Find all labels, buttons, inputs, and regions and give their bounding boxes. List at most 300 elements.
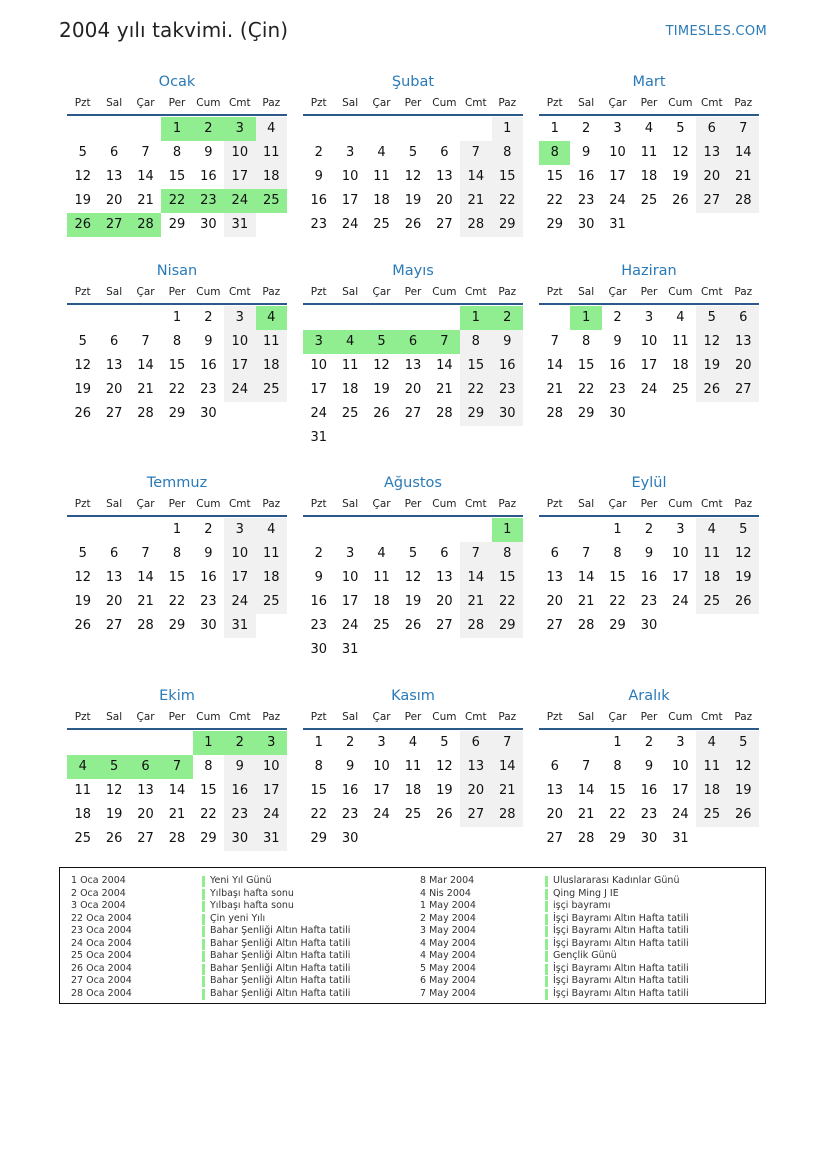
week-row bbox=[303, 590, 523, 614]
weekday-label: Paz bbox=[498, 97, 517, 109]
empty-cell bbox=[492, 827, 523, 851]
empty-cell bbox=[98, 306, 129, 330]
week-row bbox=[303, 779, 523, 803]
holiday-color-marker bbox=[545, 964, 548, 975]
day-cell: 14 bbox=[436, 358, 453, 373]
holiday-color-marker bbox=[202, 901, 205, 912]
day-cell: 1 bbox=[314, 735, 323, 750]
day-cell: 4 bbox=[408, 735, 418, 750]
day-cell: 6 bbox=[440, 546, 449, 561]
day-cell: 6 bbox=[440, 145, 449, 160]
week-row bbox=[67, 189, 287, 213]
day-cell: 15 bbox=[492, 165, 523, 189]
day-cell: 31 bbox=[310, 430, 327, 445]
day-cell: 9 bbox=[345, 759, 355, 774]
weekday-label: Paz bbox=[734, 97, 753, 109]
site-link[interactable]: TIMESLES.COM bbox=[665, 24, 767, 39]
day-cell: 29 bbox=[200, 831, 217, 846]
day-cell: 11 bbox=[341, 358, 359, 373]
day-cell: 19 bbox=[404, 594, 422, 609]
week-row bbox=[303, 213, 523, 237]
day-cell: 11 bbox=[672, 334, 689, 349]
day-cell: 29 bbox=[609, 618, 626, 633]
day-cell: 4 bbox=[696, 518, 727, 542]
holiday-color-marker bbox=[202, 889, 205, 900]
holiday-color-marker bbox=[545, 951, 548, 962]
month-3 bbox=[539, 72, 759, 237]
day-cell: 30 bbox=[640, 618, 658, 633]
weekday-label: Cmt bbox=[700, 711, 723, 723]
weekday-label: Çar bbox=[608, 97, 627, 109]
day-cell: 24 bbox=[609, 193, 626, 208]
day-cell: 12 bbox=[672, 145, 689, 160]
day-cell: 19 bbox=[404, 193, 422, 208]
day-cell: 8 bbox=[172, 145, 182, 160]
legend-date: 22 Oca 2004 bbox=[71, 912, 132, 924]
day-cell: 21 bbox=[546, 382, 563, 397]
day-cell: 9 bbox=[644, 546, 654, 561]
week-row bbox=[303, 354, 523, 378]
week-row bbox=[67, 330, 287, 354]
weekday-label: Pzt bbox=[74, 286, 91, 298]
week-row bbox=[539, 189, 759, 213]
day-cell: 5 bbox=[440, 735, 449, 750]
week-row bbox=[303, 165, 523, 189]
weekday-label: Cmt bbox=[464, 498, 487, 510]
week-row bbox=[67, 402, 287, 426]
empty-cell bbox=[256, 213, 287, 237]
day-cell: 11 bbox=[74, 783, 91, 798]
weekday-label: Per bbox=[404, 97, 422, 109]
week-row bbox=[67, 165, 287, 189]
day-cell: 4 bbox=[256, 117, 287, 141]
day-cell: 7 bbox=[492, 731, 523, 755]
empty-cell bbox=[696, 827, 727, 851]
weekday-label: Pzt bbox=[310, 286, 327, 298]
day-cell: 10 bbox=[609, 145, 626, 160]
day-cell: 20 bbox=[546, 594, 563, 609]
week-row bbox=[303, 614, 523, 638]
day-cell: 11 bbox=[256, 141, 287, 165]
weekday-label: Paz bbox=[498, 498, 517, 510]
day-cell: 13 bbox=[105, 570, 123, 585]
day-cell: 22 bbox=[609, 807, 626, 822]
weekday-label: Per bbox=[168, 711, 186, 723]
day-cell: 1 bbox=[172, 522, 182, 537]
weekday-label: Sal bbox=[578, 498, 595, 510]
day-cell: 12 bbox=[728, 542, 759, 566]
legend-date: 3 May 2004 bbox=[420, 925, 476, 936]
day-cell: 12 bbox=[436, 759, 453, 774]
day-cell: 2 bbox=[204, 310, 213, 325]
day-cell: 16 bbox=[577, 169, 595, 184]
holiday-legend bbox=[59, 867, 766, 1004]
day-cell: 18 bbox=[74, 807, 91, 822]
weekday-label: Pzt bbox=[74, 97, 91, 109]
month-4 bbox=[67, 261, 287, 426]
day-cell: 7 bbox=[161, 755, 192, 779]
legend-holiday-name: İşçi Bayramı Altın Hafta tatili bbox=[553, 975, 689, 986]
day-cell: 9 bbox=[492, 330, 523, 354]
weekday-label: Cmt bbox=[464, 97, 487, 109]
day-cell: 2 bbox=[204, 522, 213, 537]
week-row bbox=[539, 213, 759, 237]
day-cell: 12 bbox=[105, 783, 123, 798]
holiday-color-marker bbox=[545, 989, 548, 1000]
weekday-label: Cmt bbox=[228, 498, 251, 510]
day-cell: 11 bbox=[256, 330, 287, 354]
day-cell: 16 bbox=[640, 570, 658, 585]
day-cell: 16 bbox=[341, 783, 359, 798]
day-cell: 11 bbox=[373, 570, 390, 585]
holiday-color-marker bbox=[545, 976, 548, 987]
legend-holiday-name: İşçi Bayramı Altın Hafta tatili bbox=[553, 912, 689, 924]
weekday-label: Sal bbox=[342, 286, 359, 298]
day-cell: 7 bbox=[581, 759, 591, 774]
day-cell: 17 bbox=[341, 193, 359, 208]
day-cell: 14 bbox=[137, 169, 154, 184]
day-cell: 20 bbox=[137, 807, 154, 822]
empty-cell bbox=[633, 402, 664, 426]
day-cell: 5 bbox=[728, 518, 759, 542]
week-row bbox=[67, 306, 287, 330]
weekday-header bbox=[303, 706, 523, 730]
day-cell: 23 bbox=[200, 594, 217, 609]
empty-cell bbox=[460, 638, 491, 662]
weekday-label: Sal bbox=[106, 711, 123, 723]
week-row bbox=[303, 518, 523, 542]
legend-holiday-name: Uluslararası Kadınlar Günü bbox=[553, 875, 680, 886]
day-cell: 8 bbox=[314, 759, 323, 774]
day-cell: 29 bbox=[168, 618, 186, 633]
day-cell: 20 bbox=[460, 779, 491, 803]
day-cell: 25 bbox=[256, 189, 287, 213]
weekday-label: Cmt bbox=[228, 711, 251, 723]
day-cell: 17 bbox=[224, 165, 255, 189]
empty-cell bbox=[539, 306, 570, 330]
weekday-header bbox=[303, 493, 523, 517]
week-row bbox=[539, 354, 759, 378]
day-cell: 29 bbox=[492, 614, 523, 638]
day-cell: 4 bbox=[256, 306, 287, 330]
day-cell: 3 bbox=[224, 117, 255, 141]
day-cell: 13 bbox=[436, 570, 453, 585]
empty-cell bbox=[98, 731, 129, 755]
day-cell: 12 bbox=[74, 358, 91, 373]
day-cell: 14 bbox=[492, 755, 523, 779]
empty-cell bbox=[397, 827, 428, 851]
day-cell: 11 bbox=[256, 542, 287, 566]
day-cell: 29 bbox=[460, 402, 491, 426]
day-cell: 19 bbox=[74, 382, 91, 397]
day-cell: 21 bbox=[436, 382, 453, 397]
day-cell: 26 bbox=[74, 406, 91, 421]
legend-date: 25 Oca 2004 bbox=[71, 950, 132, 961]
day-cell: 18 bbox=[373, 193, 390, 208]
day-cell: 1 bbox=[613, 735, 622, 750]
day-cell: 27 bbox=[460, 803, 491, 827]
day-cell: 26 bbox=[696, 378, 727, 402]
holiday-color-marker bbox=[202, 976, 205, 987]
legend-holiday-name: Yılbaşı hafta sonu bbox=[210, 900, 294, 911]
week-row bbox=[67, 542, 287, 566]
day-cell: 20 bbox=[404, 382, 422, 397]
empty-cell bbox=[728, 827, 759, 851]
week-row bbox=[67, 803, 287, 827]
day-cell: 5 bbox=[696, 306, 727, 330]
day-cell: 22 bbox=[168, 382, 186, 397]
day-cell: 11 bbox=[696, 542, 727, 566]
week-row bbox=[539, 803, 759, 827]
day-cell: 21 bbox=[460, 189, 491, 213]
day-cell: 24 bbox=[310, 406, 327, 421]
day-cell: 10 bbox=[256, 755, 287, 779]
day-cell: 28 bbox=[130, 213, 161, 237]
empty-cell bbox=[429, 426, 460, 450]
empty-cell bbox=[334, 117, 365, 141]
day-cell: 25 bbox=[373, 618, 390, 633]
day-cell: 6 bbox=[397, 330, 428, 354]
day-cell: 2 bbox=[492, 306, 523, 330]
day-cell: 14 bbox=[728, 141, 759, 165]
empty-cell bbox=[665, 614, 696, 638]
day-cell: 11 bbox=[696, 755, 727, 779]
day-cell: 3 bbox=[224, 306, 255, 330]
weekday-label: Çar bbox=[372, 286, 391, 298]
day-cell: 26 bbox=[105, 831, 123, 846]
day-cell: 15 bbox=[609, 570, 626, 585]
day-cell: 27 bbox=[137, 831, 154, 846]
week-row bbox=[539, 731, 759, 755]
day-cell: 30 bbox=[492, 402, 523, 426]
weekday-label: Cmt bbox=[700, 498, 723, 510]
weekday-label: Per bbox=[404, 498, 422, 510]
empty-cell bbox=[130, 731, 161, 755]
day-cell: 14 bbox=[577, 783, 595, 798]
day-cell: 23 bbox=[310, 217, 327, 232]
day-cell: 1 bbox=[550, 121, 559, 136]
empty-cell bbox=[633, 213, 664, 237]
empty-cell bbox=[665, 402, 696, 426]
empty-cell bbox=[696, 213, 727, 237]
weekday-label: Paz bbox=[262, 498, 281, 510]
legend-date: 4 Nis 2004 bbox=[420, 887, 471, 899]
weekday-header bbox=[67, 493, 287, 517]
day-cell: 31 bbox=[224, 614, 255, 638]
empty-cell bbox=[67, 306, 98, 330]
day-cell: 11 bbox=[373, 169, 390, 184]
day-cell: 24 bbox=[640, 382, 658, 397]
legend-date: 8 Mar 2004 bbox=[420, 875, 475, 886]
day-cell: 8 bbox=[172, 334, 182, 349]
week-row bbox=[67, 614, 287, 638]
month-12 bbox=[539, 686, 759, 851]
day-cell: 20 bbox=[105, 594, 123, 609]
day-cell: 27 bbox=[728, 378, 759, 402]
day-cell: 5 bbox=[98, 755, 129, 779]
day-cell: 18 bbox=[640, 169, 658, 184]
day-cell: 25 bbox=[74, 831, 91, 846]
week-row bbox=[303, 542, 523, 566]
day-cell: 18 bbox=[672, 358, 689, 373]
day-cell: 1 bbox=[193, 731, 224, 755]
day-cell: 15 bbox=[492, 566, 523, 590]
holiday-color-marker bbox=[202, 989, 205, 1000]
day-cell: 25 bbox=[640, 193, 658, 208]
empty-cell bbox=[334, 306, 365, 330]
legend-date: 23 Oca 2004 bbox=[71, 925, 132, 936]
page-title: 2004 yılı takvimi. (Çin) bbox=[59, 18, 289, 42]
legend-holiday-name: Bahar Şenliği Altın Hafta tatili bbox=[210, 950, 351, 961]
day-cell: 30 bbox=[224, 827, 255, 851]
day-cell: 21 bbox=[137, 193, 154, 208]
weekday-label: Per bbox=[640, 97, 658, 109]
day-cell: 20 bbox=[728, 354, 759, 378]
day-cell: 19 bbox=[728, 566, 759, 590]
week-row bbox=[303, 755, 523, 779]
day-cell: 26 bbox=[74, 618, 91, 633]
week-row bbox=[539, 566, 759, 590]
week-row bbox=[539, 827, 759, 851]
day-cell: 19 bbox=[74, 594, 91, 609]
empty-cell bbox=[728, 402, 759, 426]
weekday-label: Sal bbox=[342, 97, 359, 109]
weekday-label: Cum bbox=[668, 498, 693, 510]
empty-cell bbox=[492, 426, 523, 450]
day-cell: 17 bbox=[224, 566, 255, 590]
legend-date: 4 May 2004 bbox=[420, 950, 476, 961]
day-cell: 21 bbox=[577, 594, 595, 609]
weekday-label: Per bbox=[168, 97, 186, 109]
legend-date: 1 May 2004 bbox=[420, 900, 476, 911]
day-cell: 23 bbox=[609, 382, 626, 397]
weekday-label: Cum bbox=[668, 97, 693, 109]
day-cell: 16 bbox=[640, 783, 658, 798]
weekday-header bbox=[539, 493, 759, 517]
weekday-label: Paz bbox=[498, 711, 517, 723]
weekday-label: Çar bbox=[608, 498, 627, 510]
day-cell: 13 bbox=[137, 783, 154, 798]
legend-holiday-name: Bahar Şenliği Altın Hafta tatili bbox=[210, 987, 351, 999]
day-cell: 23 bbox=[341, 807, 359, 822]
empty-cell bbox=[665, 213, 696, 237]
day-cell: 15 bbox=[546, 169, 563, 184]
week-row bbox=[303, 378, 523, 402]
empty-cell bbox=[98, 518, 129, 542]
week-row bbox=[539, 117, 759, 141]
weekday-label: Cmt bbox=[700, 286, 723, 298]
day-cell: 9 bbox=[204, 546, 213, 561]
week-row bbox=[67, 731, 287, 755]
day-cell: 5 bbox=[78, 334, 87, 349]
day-cell: 21 bbox=[137, 382, 154, 397]
day-cell: 7 bbox=[429, 330, 460, 354]
day-cell: 24 bbox=[341, 217, 359, 232]
day-cell: 2 bbox=[345, 735, 355, 750]
weekday-label: Pzt bbox=[74, 498, 91, 510]
day-cell: 23 bbox=[577, 193, 595, 208]
week-row bbox=[539, 306, 759, 330]
day-cell: 12 bbox=[728, 755, 759, 779]
empty-cell bbox=[696, 614, 727, 638]
month-name: Eylül bbox=[631, 475, 667, 491]
day-cell: 13 bbox=[105, 358, 123, 373]
day-cell: 25 bbox=[696, 590, 727, 614]
day-cell: 16 bbox=[310, 193, 327, 208]
day-cell: 28 bbox=[168, 831, 186, 846]
day-cell: 14 bbox=[460, 566, 491, 590]
weekday-label: Cum bbox=[432, 286, 457, 298]
empty-cell bbox=[161, 731, 192, 755]
day-cell: 9 bbox=[204, 334, 213, 349]
day-cell: 2 bbox=[314, 546, 323, 561]
week-row bbox=[539, 402, 759, 426]
day-cell: 8 bbox=[492, 542, 523, 566]
day-cell: 6 bbox=[460, 731, 491, 755]
empty-cell bbox=[397, 638, 428, 662]
holiday-color-marker bbox=[202, 939, 205, 950]
month-10 bbox=[67, 686, 287, 851]
weekday-label: Per bbox=[640, 286, 658, 298]
day-cell: 2 bbox=[644, 522, 654, 537]
day-cell: 31 bbox=[609, 217, 626, 232]
weekday-label: Çar bbox=[136, 498, 155, 510]
day-cell: 23 bbox=[310, 618, 327, 633]
weekday-label: Per bbox=[168, 498, 186, 510]
week-row bbox=[539, 542, 759, 566]
day-cell: 7 bbox=[460, 141, 491, 165]
day-cell: 22 bbox=[200, 807, 217, 822]
month-name: Ekim bbox=[159, 688, 195, 704]
day-cell: 7 bbox=[581, 546, 591, 561]
day-cell: 12 bbox=[404, 570, 422, 585]
day-cell: 7 bbox=[141, 546, 150, 561]
day-cell: 3 bbox=[345, 145, 355, 160]
day-cell: 12 bbox=[696, 330, 727, 354]
day-cell: 14 bbox=[168, 783, 186, 798]
empty-cell bbox=[728, 213, 759, 237]
day-cell: 2 bbox=[613, 310, 622, 325]
day-cell: 4 bbox=[377, 546, 386, 561]
day-cell: 3 bbox=[613, 121, 622, 136]
day-cell: 17 bbox=[341, 594, 359, 609]
day-cell: 4 bbox=[644, 121, 654, 136]
month-name: Ağustos bbox=[384, 475, 442, 491]
day-cell: 19 bbox=[728, 779, 759, 803]
day-cell: 22 bbox=[492, 590, 523, 614]
empty-cell bbox=[130, 306, 161, 330]
weekday-label: Pzt bbox=[310, 97, 327, 109]
weekday-label: Sal bbox=[342, 498, 359, 510]
day-cell: 9 bbox=[204, 145, 213, 160]
empty-cell bbox=[256, 402, 287, 426]
empty-cell bbox=[397, 306, 428, 330]
weekday-label: Paz bbox=[262, 97, 281, 109]
legend-holiday-name: Gençlik Günü bbox=[553, 950, 617, 961]
day-cell: 15 bbox=[168, 570, 186, 585]
weekday-label: Paz bbox=[734, 711, 753, 723]
weekday-label: Cum bbox=[196, 286, 221, 298]
day-cell: 1 bbox=[492, 518, 523, 542]
month-8 bbox=[303, 473, 523, 662]
day-cell: 28 bbox=[728, 189, 759, 213]
day-cell: 28 bbox=[460, 614, 491, 638]
month-name: Temmuz bbox=[146, 475, 208, 491]
weekday-label: Per bbox=[640, 498, 658, 510]
weekday-label: Sal bbox=[578, 286, 595, 298]
day-cell: 1 bbox=[161, 117, 192, 141]
day-cell: 15 bbox=[168, 169, 186, 184]
